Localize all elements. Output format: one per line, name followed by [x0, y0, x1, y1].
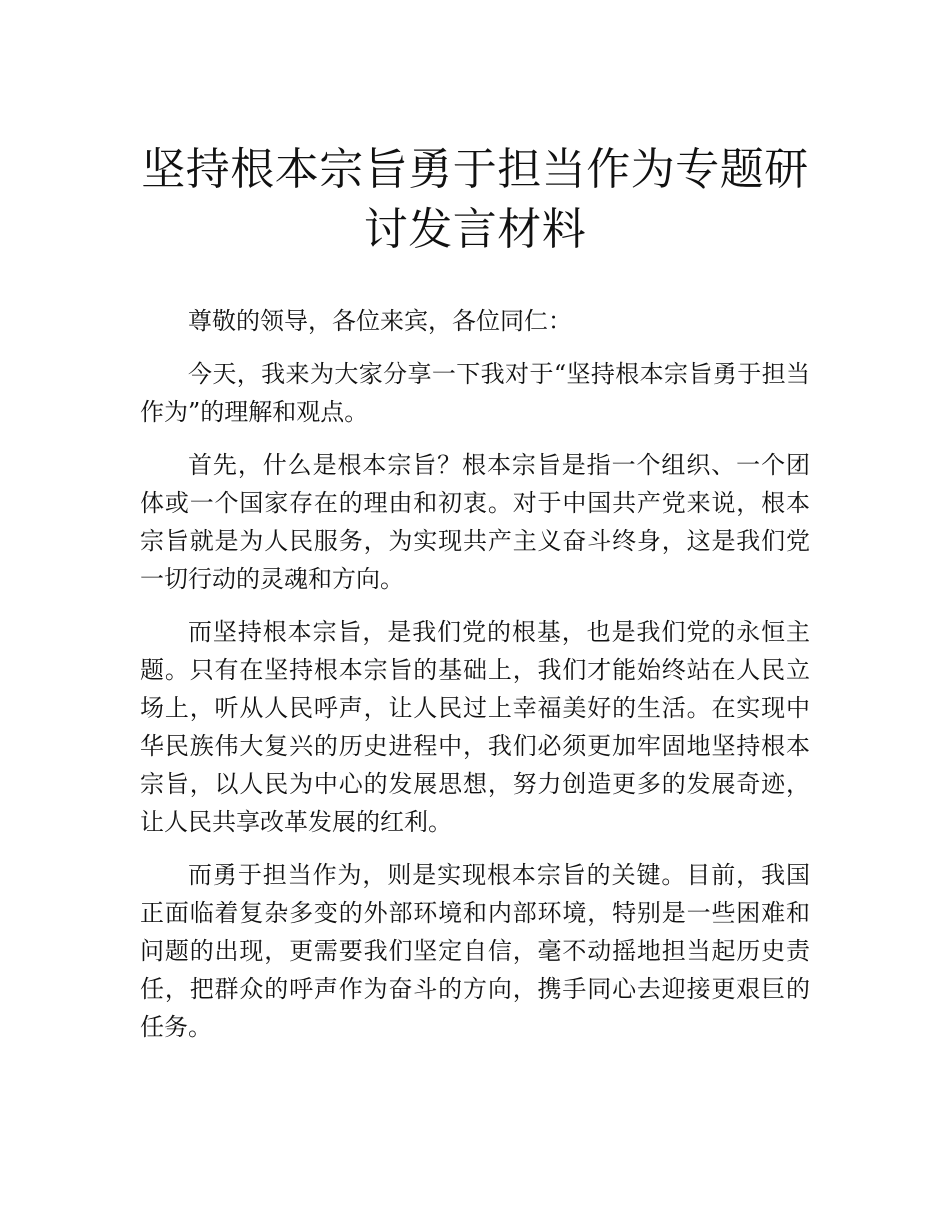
paragraph-adherence: 而坚持根本宗旨，是我们党的根基，也是我们党的永恒主题。只有在坚持根本宗旨的基础上，我们才能始终站在人民立场上，听从人民呼声，让人民过上幸福美好的生活。在实现中华民族伟大复兴的历史进程中，我们必须更加牢固地坚持根本宗旨，以人民为中心的发展思想，努力创造更多的发展奇迹，让人民共享改革发展的红利。: [140, 618, 810, 836]
paragraph-responsibility: 而勇于担当作为，则是实现根本宗旨的关键。目前，我国正面临着复杂多变的外部环境和内部环境，特别是一些困难和问题的出现，更需要我们坚定自信，毫不动摇地担当起历史责任，把群众的呼声作为奋斗的方向，携手同心去迎接更艰巨的任务。: [140, 861, 810, 1041]
document-body: [140, 302, 810, 1061]
document-title: 坚持根本宗旨勇于担当作为专题研讨发言材料: [141, 144, 809, 255]
paragraph-intro: 今天，我来为大家分享一下我对于“坚持根本宗旨勇于担当作为”的理解和观点。: [140, 360, 810, 426]
paragraph-salutation: 尊敬的领导，各位来宾，各位同仁：: [188, 307, 572, 335]
paragraph-definition: 首先，什么是根本宗旨？根本宗旨是指一个组织、一个团体或一个国家存在的理由和初衷。对于中国共产党来说，根本宗旨就是为人民服务，为实现共产主义奋斗终身，这是我们党一切行动的灵魂和方向。: [140, 451, 810, 593]
